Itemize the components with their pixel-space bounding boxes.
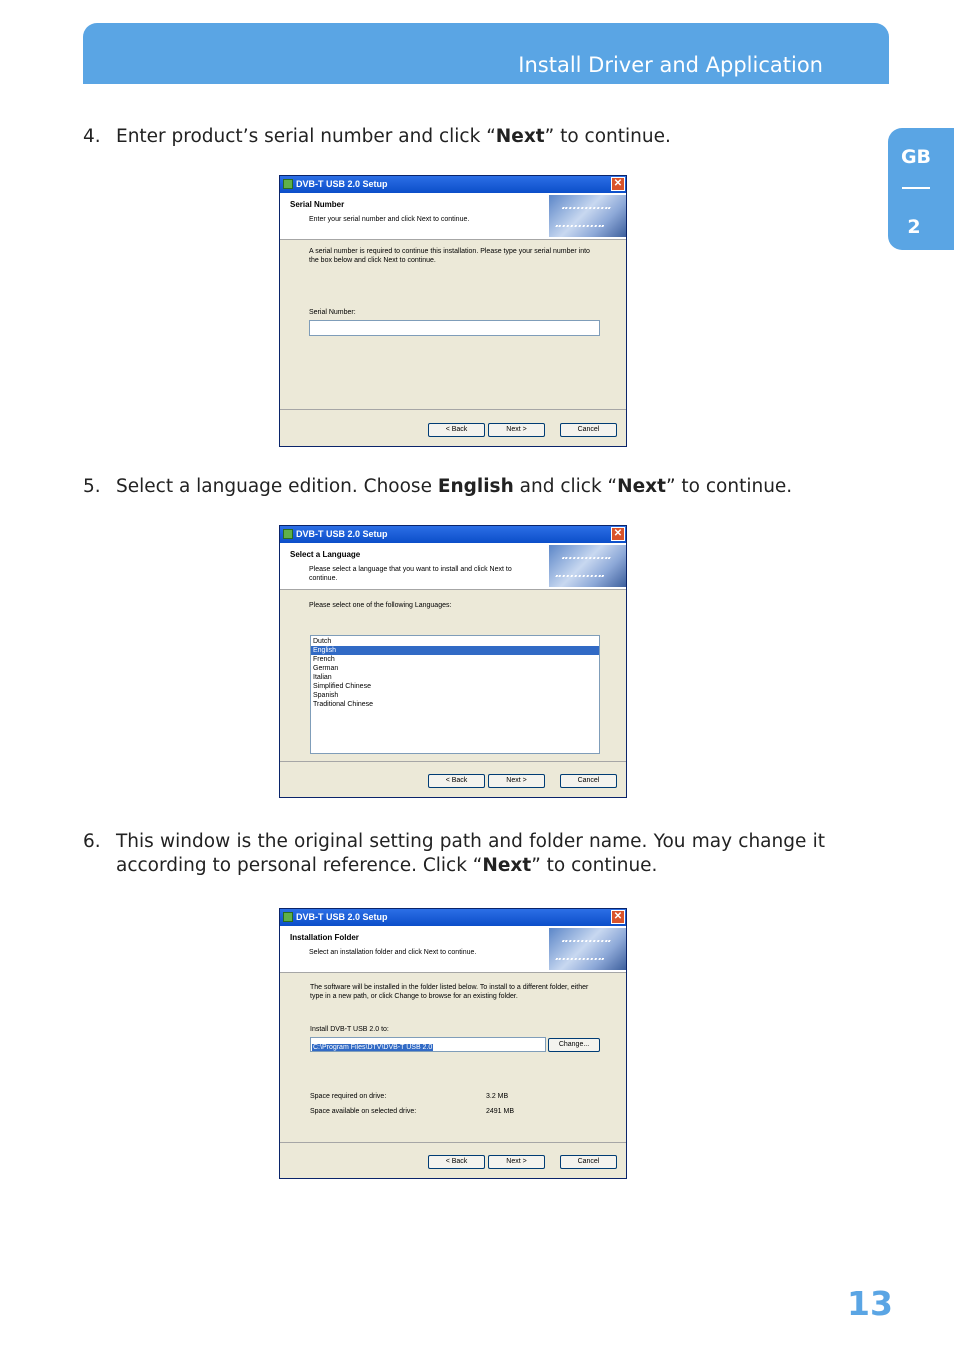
next-button[interactable]: Next > [488,774,545,788]
space-available-label: Space available on selected drive: [310,1108,417,1115]
dialog-titlebar[interactable] [280,526,626,543]
step-number: 4. [83,126,101,147]
next-button[interactable]: Next > [488,423,545,437]
language-option[interactable]: Simplified Chinese [313,683,371,690]
install-path-value: C:\Program Files\DTV\DVB-T USB 2.0 [313,1044,433,1051]
step-number: 5. [83,476,101,497]
cancel-button[interactable]: Cancel [560,774,617,788]
step-text: Enter product’s serial number and click “Next” to continue. [116,126,671,147]
space-available-value: 2491 MB [486,1108,515,1115]
language-option[interactable]: German [313,665,339,672]
serial-number-dialog [279,175,627,447]
dialog-heading: Select a Language [290,550,361,559]
dialog-subheading: Select an installation folder and click Next to continue. [309,949,477,956]
back-button[interactable]: < Back [428,774,485,788]
space-required-value: 3.2 MB [486,1093,509,1100]
change-button[interactable]: Change... [548,1038,600,1052]
language-option[interactable]: Italian [313,674,332,681]
dialog-description: The software will be installed in the folder listed below. To install to a different folder, either type in a new path, or click Change to browse for an existing folder. [310,984,589,1000]
close-icon[interactable]: ✕ [611,177,625,191]
dialog-subheading: Enter your serial number and click Next to continue. [309,216,470,223]
back-button[interactable]: < Back [428,1155,485,1169]
step-4 [83,125,825,149]
language-listbox[interactable] [310,635,600,754]
dialog-header [280,543,626,590]
setup-app-icon [283,179,293,189]
dialog-title: DVB-T USB 2.0 Setup [296,912,388,922]
tab-divider [902,187,930,189]
footer-divider [280,409,626,410]
cancel-button[interactable]: Cancel [560,423,617,437]
step-text: Select a language edition. Choose English and click “Next” to continue. [116,476,793,497]
footer-divider [280,761,626,762]
install-path-input[interactable] [310,1037,546,1052]
step-number: 6. [83,831,101,852]
header-title: Install Driver and Application [518,53,823,77]
step-text: This window is the original setting path and folder name. You may change it according to personal reference. Click “Next” to continue. [116,831,825,876]
keyboard-banner-image [549,545,626,587]
cancel-button[interactable]: Cancel [560,1155,617,1169]
dialog-header [280,193,626,240]
chapter-tab [888,128,954,250]
header-bar [83,23,889,84]
keyboard-banner-image [549,928,626,970]
language-option[interactable]: Dutch [313,638,332,645]
keyboard-banner-image [549,195,626,237]
serial-number-input[interactable] [309,320,600,336]
install-path-label: Install DVB-T USB 2.0 to: [310,1026,389,1033]
step-5 [83,475,825,499]
next-button[interactable]: Next > [488,1155,545,1169]
dialog-title: DVB-T USB 2.0 Setup [296,529,388,539]
chapter-number: 2 [907,216,921,238]
language-option[interactable]: Traditional Chinese [313,701,374,708]
language-dialog [279,525,627,798]
dialog-header [280,926,626,973]
dialog-heading: Serial Number [290,200,345,209]
serial-number-label: Serial Number: [309,309,356,316]
dialog-titlebar[interactable] [280,176,626,193]
setup-app-icon [283,912,293,922]
language-option[interactable]: Spanish [313,692,339,699]
setup-app-icon [283,529,293,539]
close-icon[interactable]: ✕ [611,527,625,541]
language-code: GB [900,146,932,168]
dialog-titlebar[interactable] [280,909,626,926]
language-option[interactable]: French [313,656,335,663]
space-required-label: Space required on drive: [310,1093,387,1100]
language-option-selected[interactable]: English [311,646,599,655]
back-button[interactable]: < Back [428,423,485,437]
dialog-subheading: Please select a language that you want to install and click Next to continue. [309,566,512,582]
dialog-title: DVB-T USB 2.0 Setup [296,179,388,189]
dialog-heading: Installation Folder [290,933,359,942]
step-6 [83,830,825,878]
installation-folder-dialog [279,908,627,1179]
dialog-description: A serial number is required to continue this installation. Please type your serial number into the box below and click Next to continue. [309,248,590,264]
page-number: 13 [847,1284,893,1323]
close-icon[interactable]: ✕ [611,910,625,924]
dialog-description: Please select one of the following Languages: [309,602,452,609]
footer-divider [280,1142,626,1143]
